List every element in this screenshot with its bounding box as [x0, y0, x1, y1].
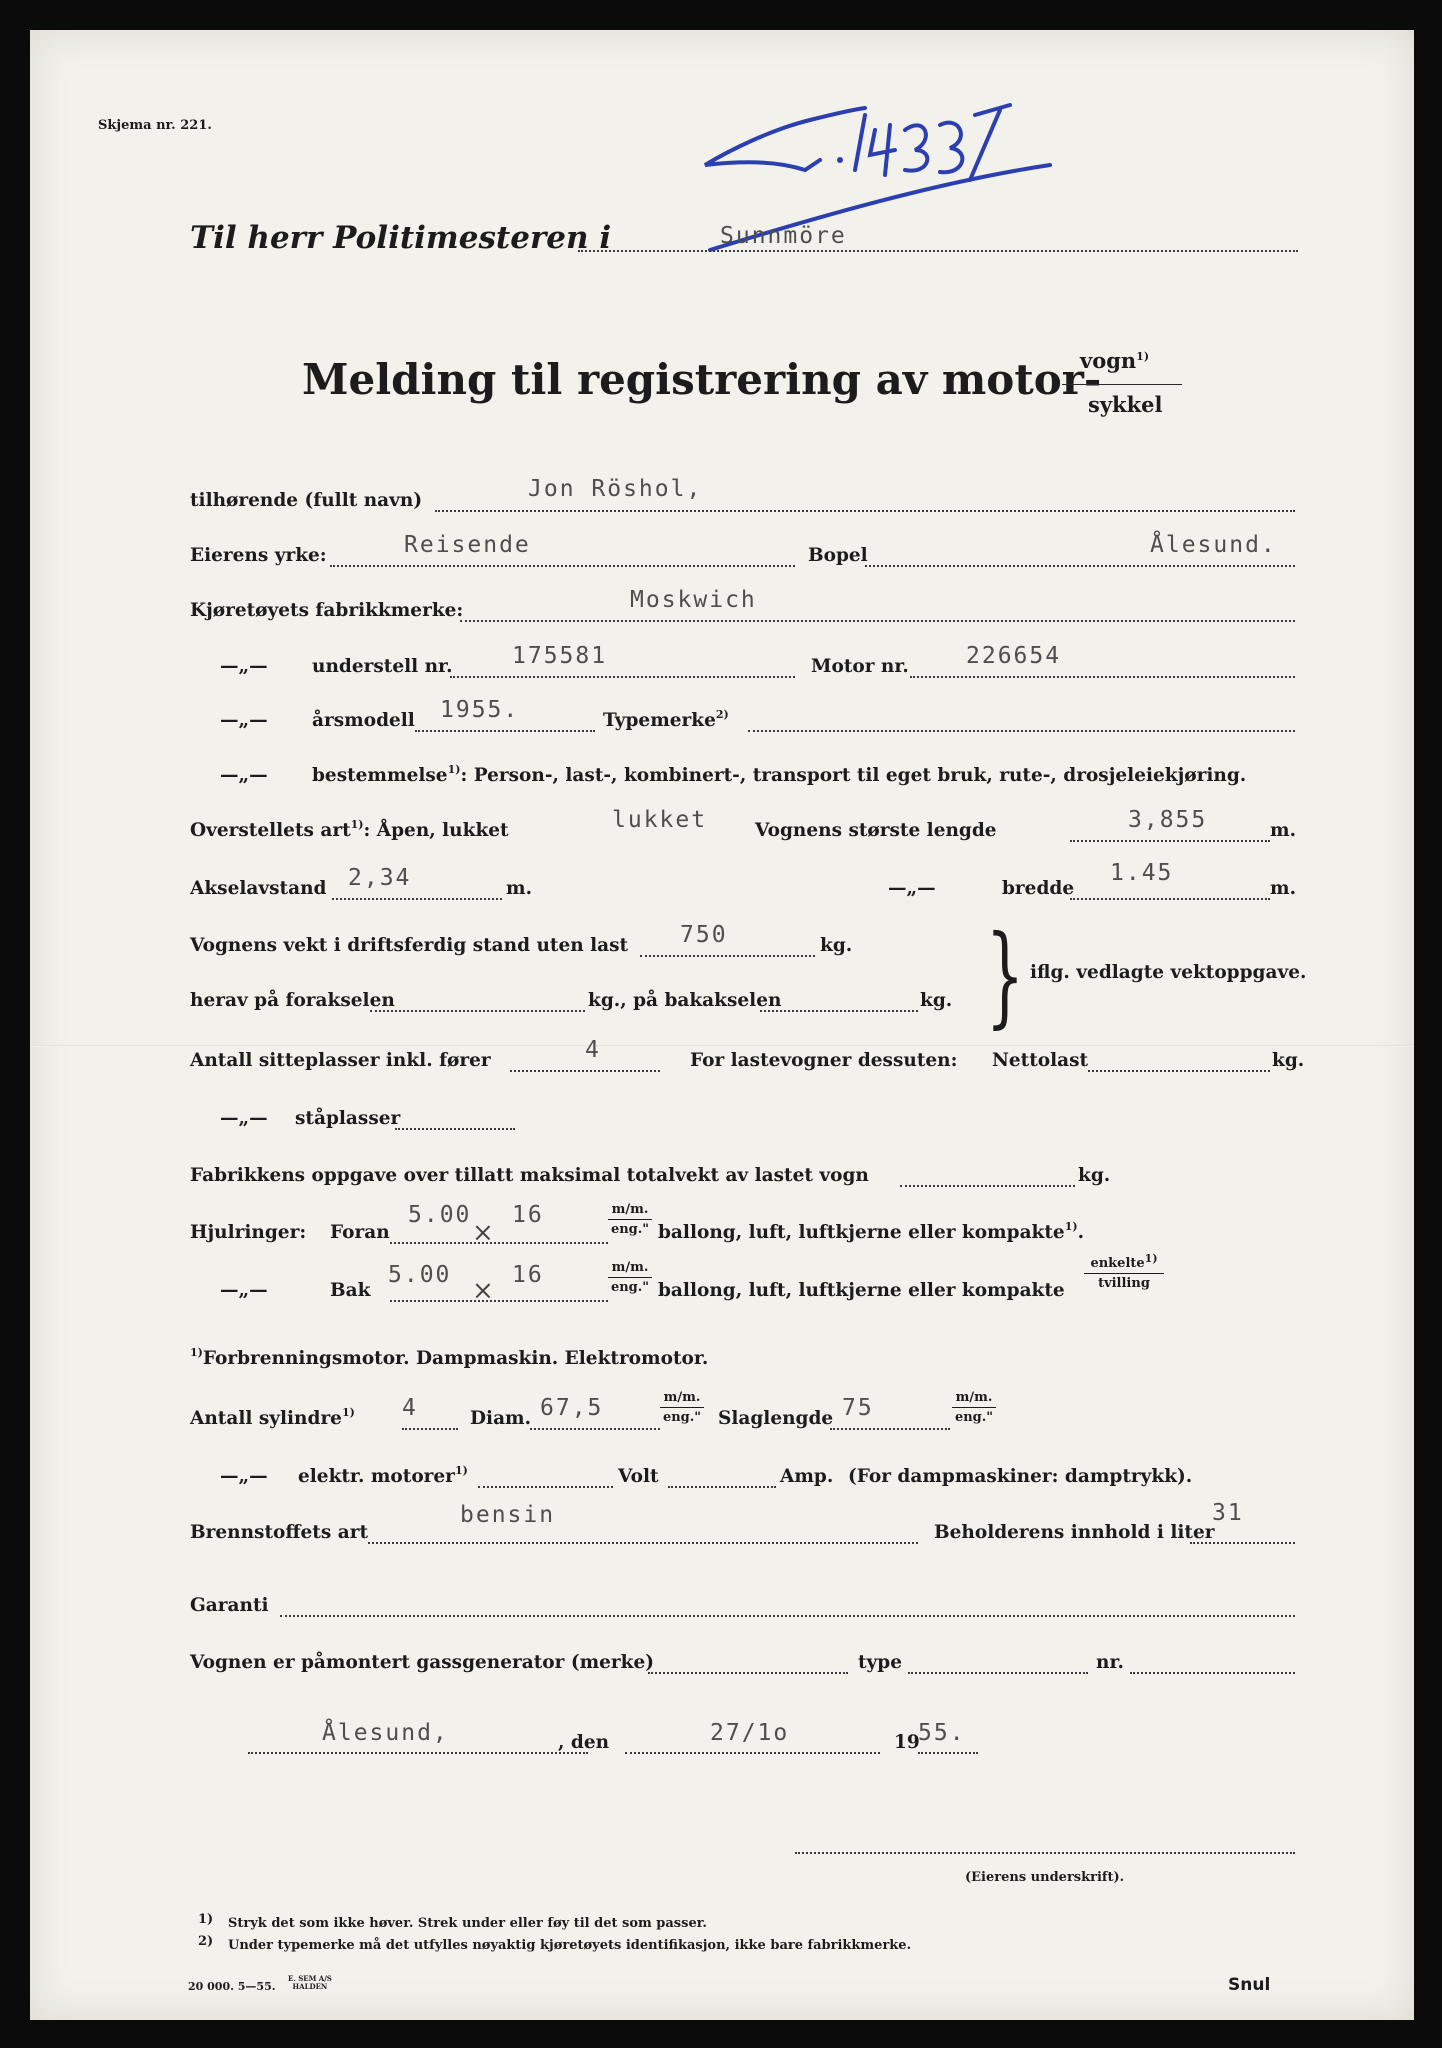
front-tyre-types: ballong, luft, luftkjerne eller kompakte$^{1)}$. — [658, 1220, 1085, 1243]
fuel-label: Brennstoffets art — [190, 1522, 368, 1543]
length-label: Vognens største lengde — [755, 820, 997, 841]
width-unit: m. — [1270, 878, 1297, 899]
weight-line — [640, 955, 815, 957]
rear-tyre-types: ballong, luft, luftkjerne eller kompakte — [658, 1280, 1065, 1301]
front-label: Foran — [330, 1222, 390, 1243]
front-tyre-b: 16 — [512, 1202, 544, 1228]
front-axle-line — [370, 1010, 585, 1012]
rear-tyre-b: 16 — [512, 1262, 544, 1288]
wheelbase-value: 2,34 — [348, 865, 412, 891]
trucks-label: For lastevogner dessuten: — [690, 1050, 958, 1071]
stroke-label: Slaglengde — [718, 1408, 834, 1429]
owner-name: Jon Röshol, — [528, 476, 703, 502]
den-label: , den — [558, 1732, 610, 1753]
rear-axle-line — [760, 1010, 918, 1012]
diam-line — [530, 1428, 660, 1430]
gas-gen-line — [648, 1672, 848, 1674]
chassis-line — [450, 676, 795, 678]
standing-rep: —„— — [220, 1108, 268, 1129]
engine-value: 226654 — [966, 643, 1062, 669]
wheelbase-line — [332, 898, 502, 900]
seats-line — [510, 1070, 660, 1072]
owner-line — [435, 510, 1295, 512]
guarantee-line — [280, 1615, 1295, 1617]
residence-line — [865, 565, 1295, 567]
owner-label: tilhørende (fullt navn) — [190, 490, 423, 511]
tank-label: Beholderens innhold i liter — [934, 1522, 1215, 1543]
signature-label: (Eierens underskrift). — [965, 1870, 1125, 1885]
weight-brace: } — [985, 911, 1025, 1039]
title-sykkel: sykkel — [1088, 392, 1163, 417]
length-unit: m. — [1270, 820, 1297, 841]
volt-label: Volt — [618, 1466, 659, 1487]
title-fraction-line — [1062, 384, 1182, 385]
max-total-line — [900, 1185, 1075, 1187]
date-year-line — [918, 1752, 978, 1754]
year-prefix: 19 — [894, 1732, 920, 1753]
max-total-unit: kg. — [1078, 1165, 1111, 1186]
front-tyre-line — [390, 1242, 608, 1244]
turn-over-label: Snul — [1228, 1975, 1271, 1995]
diam-unit-fraction: m/m. eng." — [660, 1390, 704, 1425]
front-axle-label: herav på forakselen — [190, 990, 395, 1011]
printer-name: E. SEM A/S HALDEN — [288, 1974, 332, 1991]
to-police-line: Til herr Politimesteren i — [190, 220, 612, 256]
wheelbase-unit: m. — [506, 878, 533, 899]
steam-label: (For dampmaskiner: damptrykk). — [848, 1466, 1193, 1487]
electric-line — [478, 1486, 613, 1488]
chassis-rep: —„— — [220, 656, 268, 677]
rear-tyre-line — [390, 1300, 608, 1302]
width-line — [1070, 898, 1270, 900]
occupation-value: Reisende — [404, 532, 531, 558]
rear-tyre-a: 5.00 — [388, 1262, 452, 1288]
signature-line — [795, 1852, 1295, 1854]
rear-x-icon: × — [472, 1276, 494, 1306]
residence-value: Ålesund. — [1150, 532, 1277, 558]
year-label: årsmodell — [312, 710, 415, 731]
body-value: lukket — [612, 807, 708, 833]
type-mark-line — [748, 730, 1295, 732]
footnote-1-mark: 1) — [198, 1912, 214, 1927]
police-district: Sunnmöre — [720, 223, 847, 249]
form-title: Melding til registrering av motor- — [302, 355, 1102, 404]
print-run: 20 000. 5—55. — [188, 1980, 276, 1993]
occupation-line — [330, 565, 795, 567]
schema-number: Skjema nr. 221. — [98, 118, 212, 133]
chassis-value: 175581 — [512, 643, 608, 669]
rear-rep: —„— — [220, 1280, 268, 1301]
length-line — [1070, 840, 1270, 842]
fuel-value: bensin — [460, 1502, 556, 1528]
year-rep: —„— — [220, 710, 268, 731]
cylinders-value: 4 — [402, 1395, 418, 1421]
seats-value: 4 — [585, 1037, 601, 1063]
gas-gen-label: Vognen er påmontert gassgenerator (merke) — [190, 1652, 655, 1673]
tank-line — [1190, 1542, 1295, 1544]
cylinders-label: Antall sylindre$^{1)}$ — [190, 1406, 355, 1429]
tyres-label: Hjulringer: — [190, 1222, 307, 1243]
fuel-line — [368, 1542, 918, 1544]
make-label: Kjøretøyets fabrikkmerke: — [190, 600, 464, 621]
footnote-1: Stryk det som ikke høver. Strek under eller føy til det som passer. — [228, 1916, 707, 1931]
make-value: Moskwich — [630, 587, 757, 613]
occupation-label: Eierens yrke: — [190, 545, 327, 566]
gas-type-label: type — [858, 1652, 903, 1673]
rear-axle-label: kg., på bakakselen — [588, 990, 782, 1011]
gas-type-line — [908, 1672, 1088, 1674]
net-load-label: Nettolast — [992, 1050, 1089, 1071]
weight-note: iflg. vedlagte vektoppgave. — [1030, 962, 1307, 983]
form-sheet — [30, 30, 1414, 2020]
standing-label: ståplasser — [295, 1108, 401, 1129]
stroke-line — [830, 1428, 950, 1430]
year-line — [415, 730, 595, 732]
footnote-2-mark: 2) — [198, 1934, 214, 1949]
electric-rep: —„— — [220, 1466, 268, 1487]
motor-types: $^{1)}$Forbrenningsmotor. Dampmaskin. Elektromotor. — [190, 1346, 709, 1369]
weight-label: Vognens vekt i driftsferdig stand uten last — [190, 935, 629, 956]
district-line — [578, 250, 1298, 252]
wheelbase-label: Akselavstand — [190, 878, 327, 899]
weight-unit: kg. — [820, 935, 853, 956]
chassis-label: understell nr. — [312, 656, 453, 677]
net-load-line — [1088, 1070, 1270, 1072]
max-total-label: Fabrikkens oppgave over tillatt maksimal totalvekt av lastet vogn — [190, 1165, 869, 1186]
rear-unit-fraction: m/m. eng." — [608, 1260, 652, 1295]
tank-value: 31 — [1212, 1500, 1244, 1526]
stroke-value: 75 — [842, 1395, 874, 1421]
net-load-unit: kg. — [1272, 1050, 1305, 1071]
date-value: 27/1o — [710, 1720, 790, 1746]
date-year-value: 55. — [918, 1720, 966, 1746]
front-x-icon: × — [472, 1218, 494, 1248]
place-line — [248, 1752, 588, 1754]
gas-nr-label: nr. — [1096, 1652, 1124, 1673]
single-twin-fraction: enkelte$^{1)}$ tvilling — [1084, 1256, 1164, 1291]
engine-line — [910, 676, 1295, 678]
width-label: bredde — [1002, 878, 1075, 899]
cylinders-line — [402, 1428, 458, 1430]
place-value: Ålesund, — [322, 1720, 449, 1746]
rear-label: Bak — [330, 1280, 371, 1301]
purpose-rep: —„— — [220, 765, 268, 786]
paper-fold — [30, 1045, 1414, 1047]
engine-label: Motor nr. — [811, 656, 909, 677]
amp-label: Amp. — [780, 1466, 834, 1487]
volt-line — [668, 1486, 776, 1488]
diam-value: 67,5 — [540, 1395, 604, 1421]
length-value: 3,855 — [1128, 807, 1208, 833]
electric-label: elektr. motorer$^{1)}$ — [298, 1464, 468, 1487]
front-unit-fraction: m/m. eng." — [608, 1202, 652, 1237]
width-rep: —„— — [888, 878, 936, 899]
date-line — [625, 1752, 880, 1754]
standing-line — [395, 1128, 515, 1130]
footnote-2: Under typemerke må det utfylles nøyaktig kjøretøyets identifikasjon, ikke bare fabrikkmerke. — [228, 1938, 912, 1953]
residence-label: Bopel — [808, 545, 868, 566]
diam-label: Diam. — [470, 1408, 532, 1429]
rear-axle-unit: kg. — [920, 990, 953, 1011]
make-line — [460, 620, 1295, 622]
stroke-unit-fraction: m/m. eng." — [952, 1390, 996, 1425]
weight-value: 750 — [680, 922, 728, 948]
width-value: 1.45 — [1110, 860, 1174, 886]
seats-label: Antall sitteplasser inkl. fører — [190, 1050, 491, 1071]
year-value: 1955. — [440, 697, 520, 723]
title-vogn: vogn$^{1)}$ — [1080, 348, 1150, 373]
body-label: Overstellets art$^{1)}$: Åpen, lukket — [190, 818, 509, 841]
guarantee-label: Garanti — [190, 1595, 269, 1616]
gas-nr-line — [1130, 1672, 1295, 1674]
purpose-label: bestemmelse$^{1)}$: Person-, last-, kombinert-, transport til eget bruk, rute-, drosjeleiekjøring. — [312, 763, 1247, 786]
type-mark-label: Typemerke$^{2)}$ — [603, 708, 729, 731]
front-tyre-a: 5.00 — [408, 1202, 472, 1228]
